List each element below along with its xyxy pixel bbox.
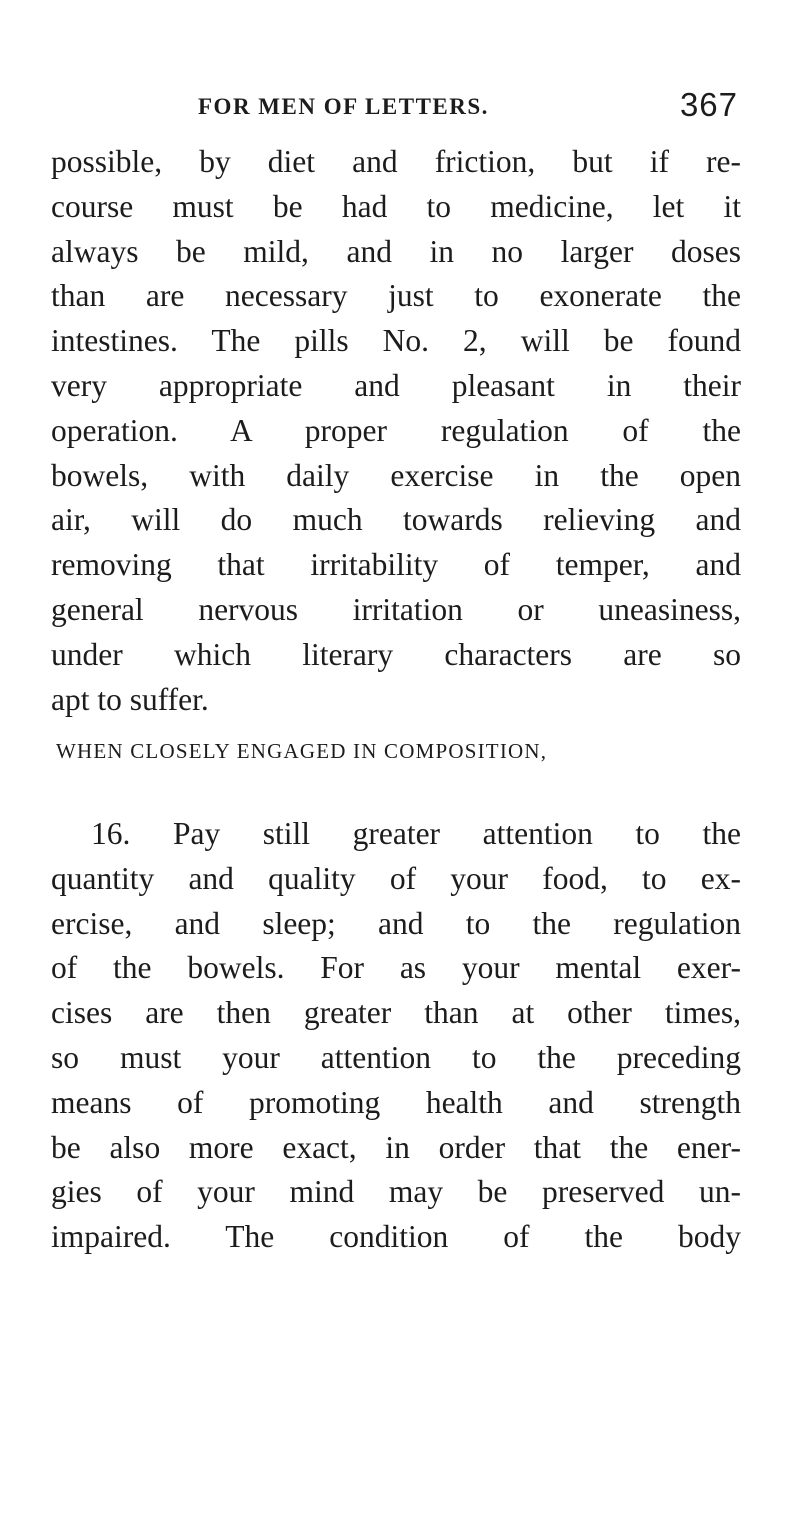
text-line: general nervous irritation or uneasiness, (51, 591, 741, 627)
paragraph-16 (51, 812, 741, 1260)
section-heading: WHEN CLOSELY ENGAGED IN COMPOSITION, (56, 739, 548, 763)
text-line: means of promoting health and strength (51, 1084, 741, 1120)
text-line: cises are then greater than at other times, (51, 995, 741, 1031)
text-line: under which literary characters are so (51, 636, 741, 672)
text-line: ercise, and sleep; and to the regulation (51, 905, 741, 941)
running-head (198, 86, 738, 132)
text-line: than are necessary just to exonerate the (51, 278, 741, 314)
running-title: FOR MEN OF LETTERS. (198, 94, 489, 119)
text-line: intestines. The pills No. 2, will be found (51, 323, 741, 359)
text-line: course must be had to medicine, let it (51, 188, 741, 224)
text-line: so must your attention to the preceding (51, 1039, 741, 1075)
text-line: very appropriate and pleasant in their (51, 367, 741, 403)
text-line: bowels, with daily exercise in the open (51, 457, 741, 493)
text-line: quantity and quality of your food, to ex- (51, 860, 741, 896)
text-line: of the bowels. For as your mental exer- (51, 950, 741, 986)
text-line: operation. A proper regulation of the (51, 412, 741, 448)
text-line: removing that irritability of temper, and (51, 547, 741, 583)
paragraph-continued (51, 140, 741, 722)
text-line: impaired. The condition of the body (51, 1219, 741, 1255)
text-line: always be mild, and in no larger doses (51, 233, 741, 269)
text-line: be also more exact, in order that the ener- (51, 1129, 741, 1165)
page-number: 367 (679, 86, 738, 123)
text-line: possible, by diet and friction, but if re- (51, 144, 741, 179)
text-line: apt to suffer. (51, 681, 209, 717)
text-line: 16. Pay still greater attention to the (91, 816, 741, 851)
text-line: gies of your mind may be preserved un- (51, 1174, 741, 1210)
text-line: air, will do much towards relieving and (51, 502, 741, 538)
